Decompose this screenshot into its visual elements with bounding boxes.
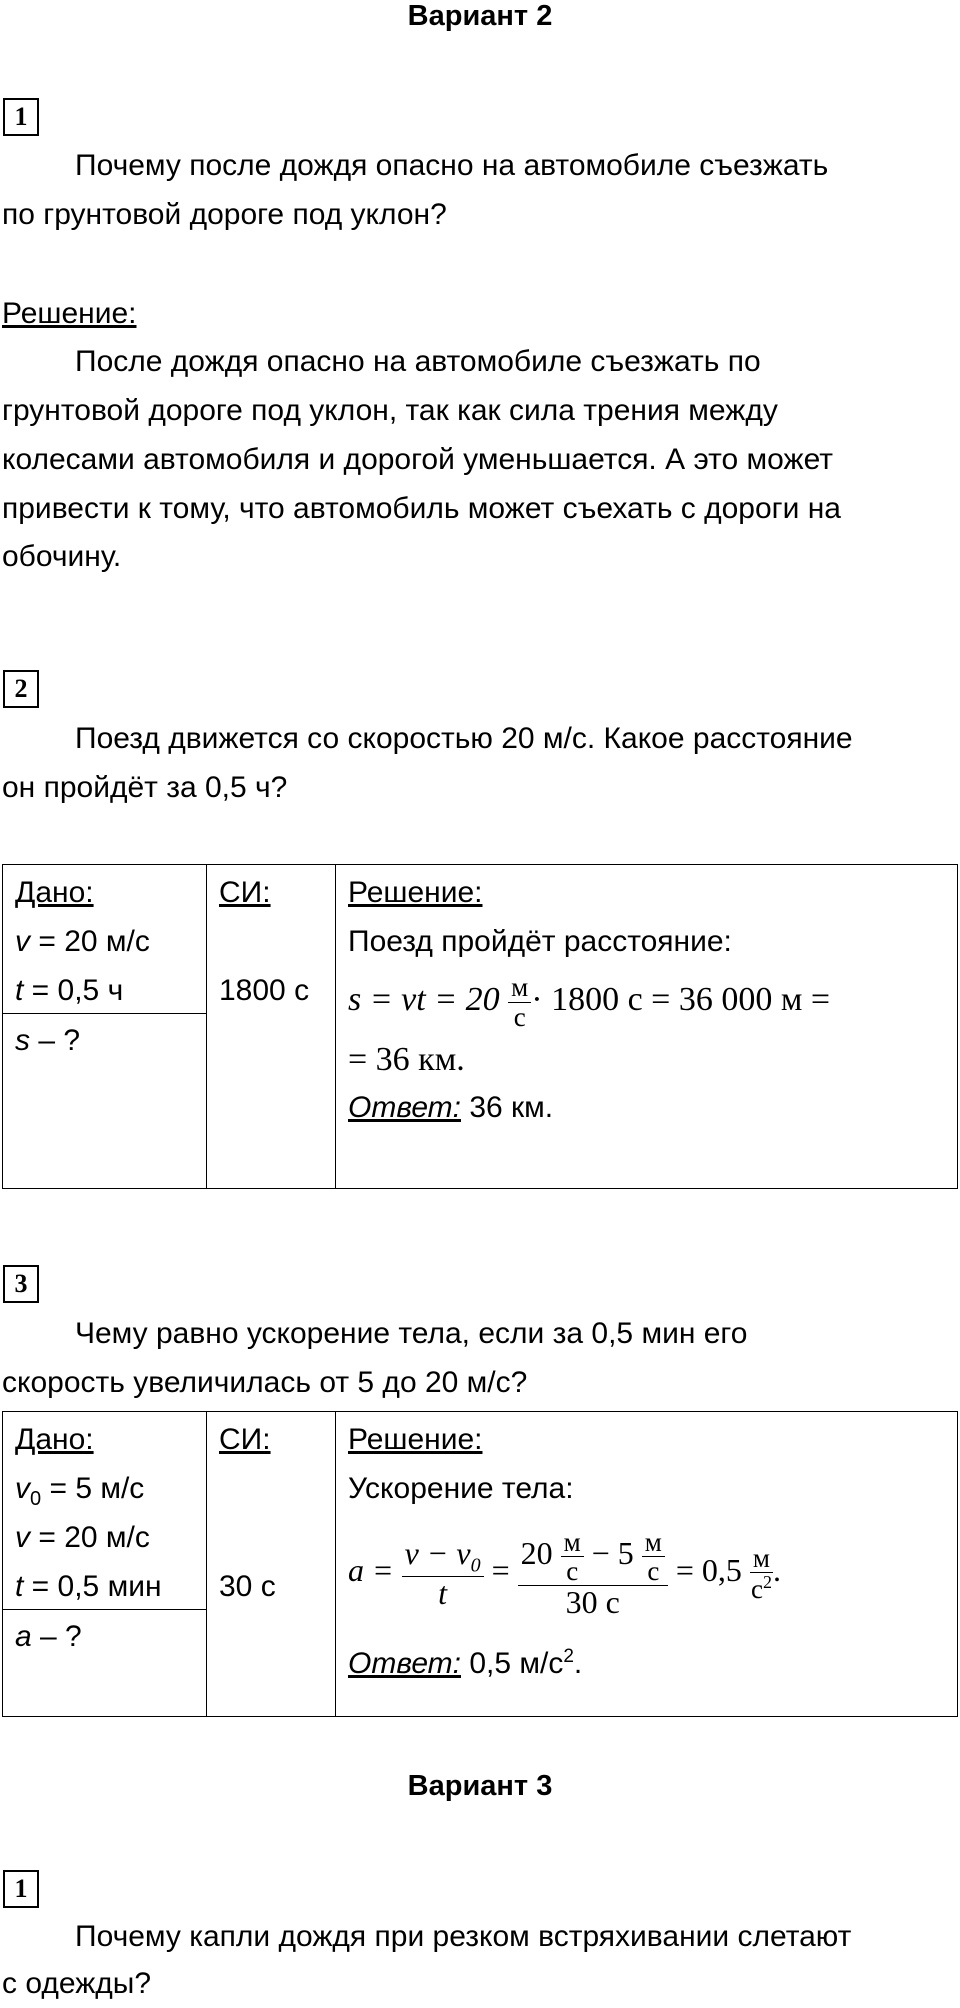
numerator-a: 20 [520, 1534, 561, 1571]
si-value: 30 с [219, 1570, 276, 1603]
task-number-box: 3 [3, 1265, 39, 1303]
question-line: Поезд движется со скоростью 20 м/с. Какое расстояние [75, 722, 853, 755]
formula [348, 961, 830, 1039]
given-symbol: t [15, 1570, 24, 1603]
unit-fraction [642, 1528, 665, 1586]
question-line: по грунтовой дороге под уклон? [2, 198, 447, 231]
formula-rhs: · 1800 с = 36 000 м = [531, 981, 831, 1018]
unit-bottom: с [566, 1555, 579, 1586]
result-unit [750, 1544, 773, 1604]
given-label: Дано: [15, 876, 94, 909]
task-2-table [2, 864, 958, 1189]
fraction-2-bottom: 30 с [565, 1584, 620, 1621]
given-symbol: t [15, 974, 24, 1007]
find-symbol: s [15, 1024, 30, 1057]
given-item [15, 917, 150, 966]
find-item [15, 1016, 80, 1065]
solution-line: обочину. [2, 540, 122, 573]
solution-label: Решение: [2, 297, 137, 330]
unit-bottom: с [513, 1001, 526, 1032]
si-label: СИ: [219, 1423, 271, 1456]
answer-label: Ответ: [348, 1647, 461, 1680]
given-label: Дано: [15, 1423, 94, 1456]
question-line: Чему равно ускорение тела, если за 0,5 мин его [75, 1317, 748, 1350]
question-line: он пройдёт за 0,5 ч? [2, 771, 288, 804]
solution-line: колесами автомобиля и дорогой уменьшается. А это может [2, 443, 833, 476]
variant-2-heading: Вариант 2 [407, 0, 553, 32]
fraction-1-bottom: t [438, 1575, 448, 1612]
solution-line: привести к тому, что автомобиль может съехать с дороги на [2, 492, 841, 525]
given-value: = 5 м/с [41, 1472, 145, 1505]
given-item [15, 966, 123, 1015]
given-value: = 0,5 ч [23, 974, 124, 1007]
given-value: = 20 м/с [30, 925, 150, 958]
solution-text: Ускорение тела: [348, 1472, 574, 1505]
variant-3-heading: Вариант 3 [407, 1770, 553, 1802]
answer-end: . [573, 1647, 583, 1680]
formula-end: . [773, 1552, 782, 1588]
formula-lhs: s = vt = 20 [348, 981, 509, 1018]
solution-line: После дождя опасно на автомобиле съезжать по [75, 345, 761, 378]
unit-bottom: с [647, 1555, 660, 1586]
given-symbol: v [15, 1472, 30, 1505]
solution-text: Поезд пройдёт расстояние: [348, 925, 732, 958]
si-column [207, 865, 336, 1189]
fraction-1-top [402, 1534, 484, 1577]
result-value: = 0,5 [675, 1552, 750, 1588]
answer [348, 1083, 553, 1132]
numerator-text: v − v [404, 1534, 471, 1571]
unit-top: м [561, 1528, 584, 1557]
question-line: скорость увеличилась от 5 до 20 м/с? [2, 1366, 528, 1399]
unit-top: м [642, 1528, 665, 1557]
question-line: Почему после дождя опасно на автомобиле съезжать [75, 149, 829, 182]
numerator-subscript: 0 [470, 1554, 481, 1577]
answer-value: 0,5 м/с [461, 1647, 564, 1680]
task-number-box: 1 [3, 1870, 39, 1908]
si-value: 1800 с [219, 974, 310, 1007]
solution-label: Решение: [348, 876, 483, 909]
find-text: – ? [31, 1620, 82, 1653]
given-divider [3, 1013, 206, 1014]
answer-value: 36 км. [461, 1091, 554, 1124]
solution-line: грунтовой дороге под уклон, так как сила трения между [2, 394, 778, 427]
unit-fraction [508, 973, 531, 1031]
question-line: Почему капли дождя при резком встряхивании слетают [75, 1920, 852, 1953]
fraction-2-top [518, 1528, 668, 1587]
given-divider [3, 1609, 206, 1610]
answer [348, 1632, 582, 1688]
si-label: СИ: [219, 876, 271, 909]
given-symbol: v [15, 925, 30, 958]
solution-column [336, 1412, 958, 1717]
given-value: = 0,5 мин [23, 1570, 162, 1603]
find-item [15, 1612, 82, 1661]
equals-sign: = [491, 1552, 510, 1588]
solution-column [336, 865, 958, 1189]
unit-fraction [561, 1528, 584, 1586]
given-column [3, 1412, 207, 1717]
unit-top: м [508, 973, 531, 1002]
task-3-table [2, 1411, 958, 1717]
si-column [207, 1412, 336, 1717]
given-value: = 20 м/с [30, 1521, 150, 1554]
given-column [3, 865, 207, 1189]
given-item [15, 1562, 162, 1611]
fraction-2 [518, 1528, 668, 1620]
find-text: – ? [30, 1024, 81, 1057]
formula [348, 1515, 781, 1625]
fraction-1 [402, 1534, 484, 1612]
task-number-box: 1 [3, 98, 39, 136]
answer-label: Ответ: [348, 1091, 461, 1124]
given-symbol: v [15, 1521, 30, 1554]
question-line: с одежды? [2, 1967, 152, 2000]
find-symbol: a [15, 1620, 32, 1653]
result-unit-exponent: 2 [762, 1572, 772, 1593]
task-number-box: 2 [3, 670, 39, 708]
result-unit-bottom [750, 1573, 773, 1603]
given-item [15, 1513, 150, 1562]
formula-a: a = [348, 1552, 394, 1588]
result-unit-top: м [750, 1544, 773, 1573]
given-subscript: 0 [30, 1488, 42, 1510]
result-unit-base: с [750, 1574, 763, 1605]
numerator-b: − 5 [583, 1534, 642, 1571]
answer-exponent: 2 [563, 1646, 574, 1667]
formula-line-2: = 36 км. [348, 1041, 465, 1078]
solution-label: Решение: [348, 1423, 483, 1456]
